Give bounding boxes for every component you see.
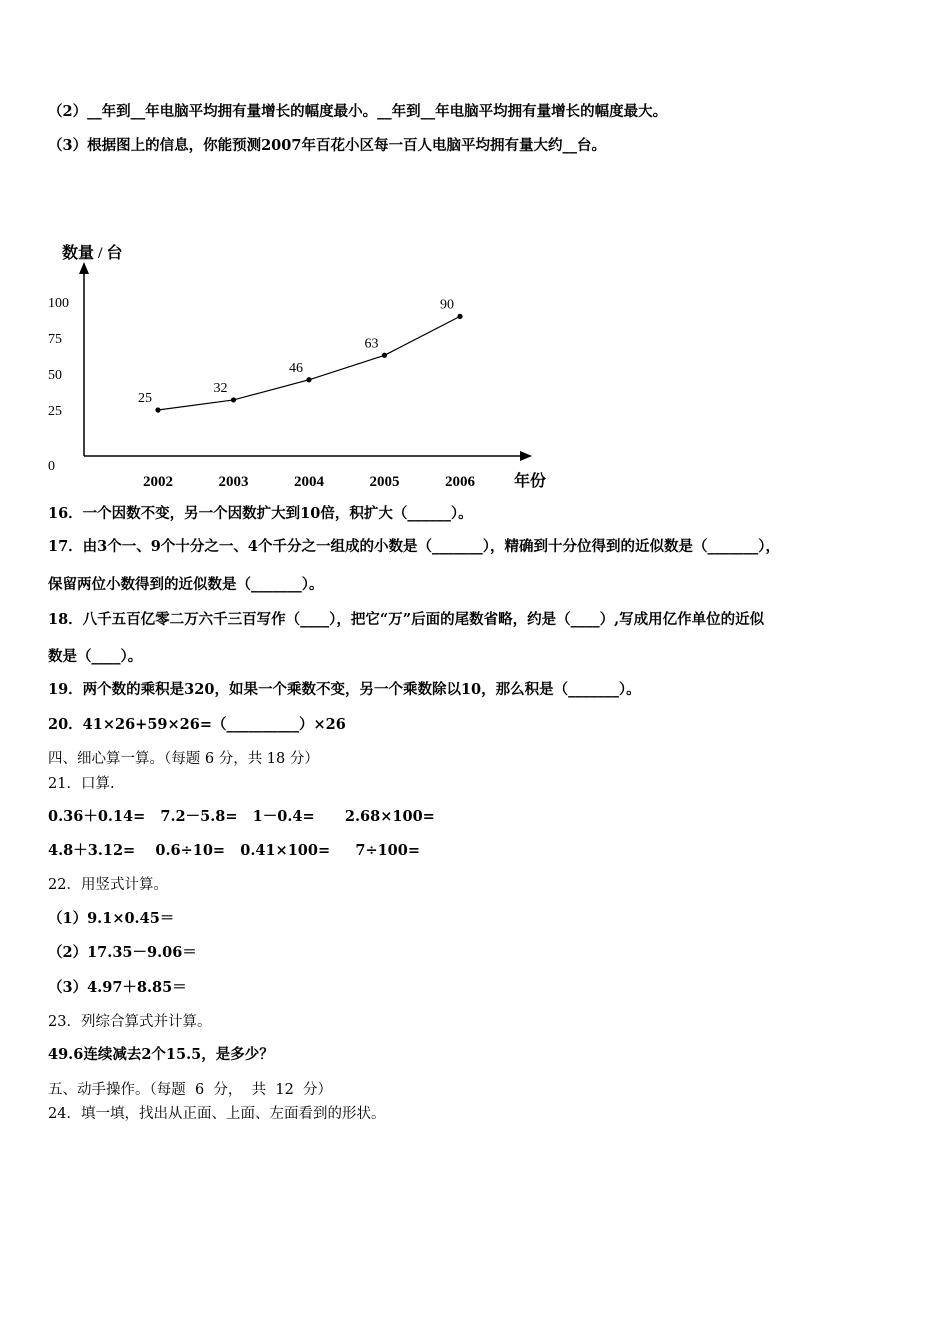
- y-axis-label: 数量 / 台: [62, 245, 123, 262]
- y-tick-label: 0: [48, 459, 55, 474]
- question-22: 22．用竖式计算。: [48, 877, 168, 893]
- data-label: 46: [289, 360, 303, 376]
- x-axis-label: 年份: [514, 473, 547, 490]
- question-20: 20．41×26+59×26=（__________）×26: [48, 716, 346, 733]
- x-tick-label: 2006: [445, 474, 475, 490]
- data-label: 90: [440, 297, 454, 313]
- series-line: [158, 316, 460, 410]
- question-21-row2: 4.8＋3.12= 0.6÷10= 0.41×100= 7÷100=: [48, 842, 421, 859]
- data-point: [306, 377, 311, 382]
- question-17-line2: 保留两位小数得到的近似数是（_______）。: [48, 576, 324, 593]
- data-point: [382, 353, 387, 358]
- data-label: 63: [364, 336, 379, 352]
- question-22-3: （3）4.97＋8.85＝: [48, 979, 187, 996]
- question-23: 23．列综合算式并计算。: [48, 1014, 212, 1030]
- x-tick-label: 2005: [369, 474, 400, 490]
- x-tick-label: 2003: [218, 474, 249, 490]
- y-axis-arrow: [79, 262, 89, 274]
- question-17-line1: 17．由3个一、9个十分之一、4个千分之一组成的小数是（_______），精确到十分位得到的近似数是（_______），: [48, 538, 780, 555]
- question-15-2: （2）__年到__年电脑平均拥有量增长的幅度最小。__年到__年电脑平均拥有量增长的幅度最大。: [48, 103, 668, 120]
- question-18-line2: 数是（____）。: [48, 648, 143, 665]
- question-23-text: 49.6连续减去2个15.5，是多少？: [48, 1046, 274, 1063]
- section-4-heading: 四、细心算一算。（每题 6 分，共 18 分）: [48, 751, 319, 767]
- y-tick-label: 50: [48, 368, 62, 383]
- question-22-1: （1）9.1×0.45＝: [48, 910, 175, 927]
- question-24: 24．填一填，找出从正面、上面、左面看到的形状。: [48, 1106, 386, 1122]
- x-axis-arrow: [520, 451, 532, 461]
- data-point: [457, 314, 462, 319]
- data-label: 32: [213, 380, 228, 396]
- question-22-2: （2）17.35－9.06＝: [48, 944, 197, 961]
- question-16: 16．一个因数不变，另一个因数扩大到10倍，积扩大（______）。: [48, 505, 473, 522]
- question-19: 19．两个数的乘积是320，如果一个乘数不变，另一个乘数除以10，那么积是（_______）。: [48, 681, 641, 698]
- section-5-heading: 五、动手操作。（每题 6 分， 共 12 分）: [48, 1082, 333, 1098]
- question-21: 21．口算.: [48, 776, 115, 792]
- data-point: [155, 407, 160, 412]
- y-tick-label: 25: [48, 404, 62, 419]
- question-21-row1: 0.36＋0.14= 7.2－5.8= 1－0.4= 2.68×100=: [48, 808, 435, 825]
- data-point: [231, 397, 236, 402]
- x-tick-label: 2004: [294, 474, 324, 490]
- question-15-3: （3）根据图上的信息，你能预测2007年百花小区每一百人电脑平均拥有量大约__台。: [48, 137, 606, 154]
- line-chart: [0, 230, 950, 500]
- y-tick-label: 75: [48, 332, 62, 347]
- data-label: 25: [138, 391, 152, 406]
- x-tick-label: 2002: [143, 474, 173, 490]
- y-tick-label: 100: [48, 296, 69, 311]
- question-18-line1: 18．八千五百亿零二万六千三百写作（____），把它“万”后面的尾数省略，约是（____）,写成用亿作单位的近似: [48, 611, 765, 628]
